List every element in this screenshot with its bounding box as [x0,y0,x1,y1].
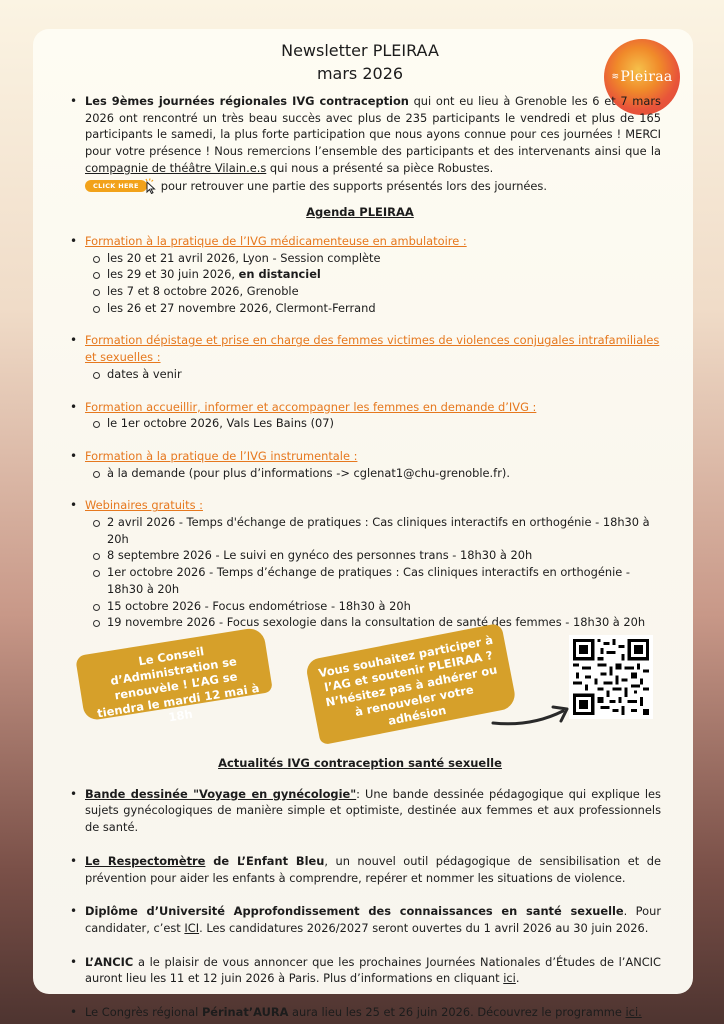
formation-link[interactable]: Formation dépistage et prise en charge des femmes victimes de violences conjugales intrafamiliales et sexuelles : [85,333,660,365]
intro-paragraph: • Les 9èmes journées régionales IVG contraception qui ont eu lieu à Grenoble les 6 et 7 mars 2026 ont rencontré un très beau succès avec plus de 235 participants le vendredi et plus de 165 participants le samedi, la plus forte participation que nous ayons connue pour ces journées ! MERCI pour votre présence ! Nous remercions l’ensemble des participants et des intervenants ainsi que la compagnie de théâtre Vilain.e.s qui nous a présenté sa pièce Robustes. CLICK HERE pour retrouver une partie des supports présentés lors des journées. [59,93,661,194]
ancic-ici-link[interactable]: ici [503,971,516,986]
list-item: 19 novembre 2026 - Focus sexologie dans la consultation de santé des femmes - 18h30 à 20h [85,614,661,631]
list-item: les 29 et 30 juin 2026, en distanciel [85,266,661,283]
arrow-icon [491,701,573,727]
formation-link[interactable]: Formation à la pratique de l’IVG instrumentale : [85,448,358,463]
banners-row [59,632,661,755]
pleiraa-logo: ≋ Pleiraa [604,39,680,115]
list-item: 8 septembre 2026 - Le suivi en gynéco des personnes trans - 18h30 à 20h [85,547,661,564]
list-item: les 26 et 27 novembre 2026, Clermont-Ferrand [85,300,661,317]
page-title: Newsletter PLEIRAA mars 2026 [281,41,439,83]
ag-banner: Le Conseil d’Administration se renouvèle ! L’AG se tiendra le mardi 12 mai à 18h [75,627,273,722]
list-item: 1er octobre 2026 - Temps d’échange de pratiques : Cas cliniques interactifs en orthogénie - 18h30 à 20h [85,564,661,597]
list-item: à la demande (pour plus d’informations -> cglenat1@chu-grenoble.fr). [85,465,661,482]
list-item: les 20 et 21 avril 2026, Lyon - Session complète [85,250,661,267]
formation-accueillir [59,399,661,432]
adhesion-banner: Vous souhaitez participer à l’AG et soutenir PLEIRAA ? N’hésitez pas à adhérer ou à renouveler votre adhésion [305,623,518,746]
perinat-ici-link[interactable]: ici. [625,1005,642,1020]
pointer-cursor-icon [144,178,158,194]
bd-link[interactable]: Bande dessinée "Voyage en gynécologie" [85,786,357,801]
agenda-title: Agenda PLEIRAA [306,205,414,220]
webinaires [59,497,661,631]
news-item-perinat: • Le Congrès régional Périnat’AURA aura lieu les 25 et 26 juin 2026. Découvrez le programme ici. [59,1004,661,1021]
respectometre-link[interactable]: Le Respectomètre [85,853,206,868]
qr-code[interactable] [569,635,653,719]
news-title: Actualités IVG contraception santé sexuelle [218,755,502,770]
news-item-respectometre: • Le Respectomètre de L’Enfant Bleu, un nouvel outil pédagogique de sensibilisation et de prévention pour aider les enfants à comprendre, repérer et nommer les situations de violence. [59,853,661,886]
list-item: 15 octobre 2026 - Focus endométriose - 18h30 à 20h [85,598,661,615]
list-item: 2 avril 2026 - Temps d'échange de pratiques : Cas cliniques interactifs en orthogénie - 18h30 à 20h [85,514,661,547]
click-here-button[interactable]: CLICK HERE [85,180,147,192]
formation-instrumentale [59,448,661,481]
list-item: le 1er octobre 2026, Vals Les Bains (07) [85,415,661,432]
news-item-ancic: • L’ANCIC a le plaisir de vous annoncer que les prochaines Journées Nationales d’Études de l’ANCIC auront lieu les 11 et 12 juin 2026 à Paris. Plus d’informations en cliquant ici. [59,954,661,987]
list-item: dates à venir [85,366,661,383]
news-item-du: • Diplôme d’Université Approfondissement des connaissances en santé sexuelle. Pour candidater, c’est ICI. Les candidatures 2026/2027 seront ouvertes du 1 avril 2026 au 30 juin 2026. [59,903,661,936]
formation-link[interactable]: Formation à la pratique de l’IVG médicamenteuse en ambulatoire : [85,233,467,248]
theatre-link[interactable]: compagnie de théâtre Vilain.e.s [85,160,267,175]
newsletter-page [33,29,693,1020]
news-item-bd: • Bande dessinée "Voyage en gynécologie": Une bande dessinée pédagogique qui explique les sujets gynécologiques de manière simple et optimiste, destinée aux femmes et aux professionnels de santé. [59,786,661,836]
webinaires-link[interactable]: Webinaires gratuits : [85,498,203,513]
du-ici-link[interactable]: ICI [184,920,200,935]
formation-violences [59,332,661,382]
qr-code-icon [573,639,649,715]
formation-ivg-medicamenteuse [59,233,661,317]
list-item: les 7 et 8 octobre 2026, Grenoble [85,283,661,300]
formation-link[interactable]: Formation accueillir, informer et accompagner les femmes en demande d’IVG : [85,399,537,414]
